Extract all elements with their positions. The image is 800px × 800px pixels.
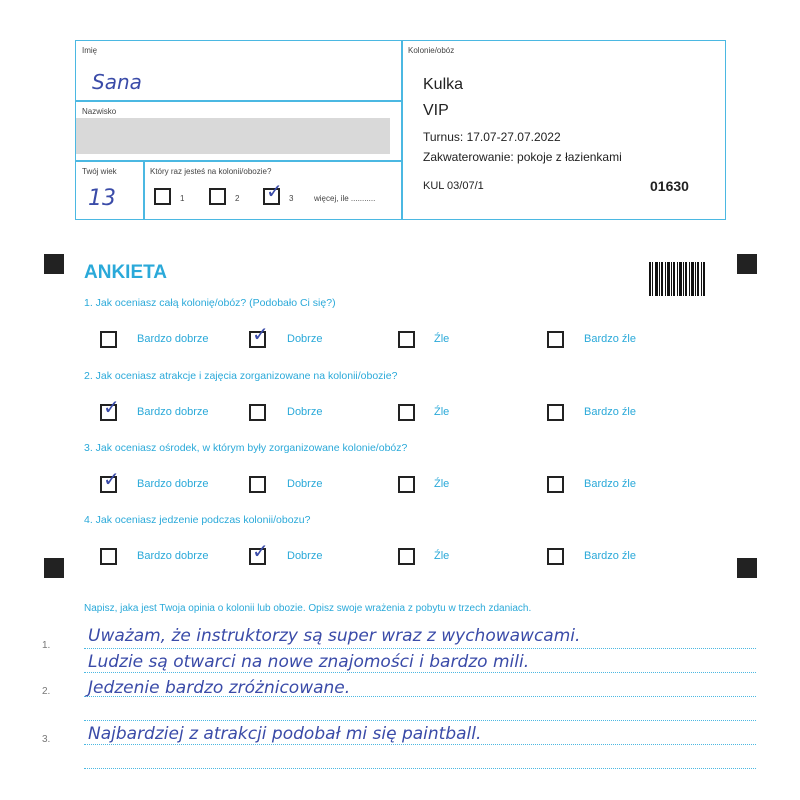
question-4-text: 4. Jak oceniasz jedzenie podczas kolonii/obozu? [84, 514, 311, 526]
times-option-3-label: 3 [289, 194, 294, 203]
question-1-option-checkbox[interactable] [398, 331, 415, 348]
question-2-option-checkbox[interactable] [249, 404, 266, 421]
registration-marker [44, 254, 64, 274]
question-1-option-label: Dobrze [287, 333, 323, 345]
question-4-option-label: Bardzo dobrze [137, 550, 209, 562]
registration-marker [737, 254, 757, 274]
question-3-option-label: Bardzo dobrze [137, 478, 209, 490]
age-label: Twój wiek [82, 167, 117, 176]
question-2-option-label: Bardzo dobrze [137, 406, 209, 418]
age-value[interactable]: 13 [88, 186, 116, 211]
question-1-option-checkbox[interactable] [249, 322, 269, 348]
check-mark-icon: ✓ [103, 467, 120, 491]
check-mark-icon: ✓ [103, 395, 120, 419]
line-number: 1. [42, 640, 51, 651]
check-mark-icon: ✓ [252, 539, 269, 563]
question-2-option-checkbox[interactable] [398, 404, 415, 421]
question-4-option-checkbox[interactable] [249, 539, 269, 565]
header-row-divider [75, 100, 402, 102]
opinion-handwriting-line[interactable]: Najbardziej z atrakcji podobał mi się paintball. [88, 724, 482, 744]
question-3-option-checkbox[interactable] [249, 476, 266, 493]
camp-name: Kulka [423, 76, 464, 93]
question-1-option-checkbox[interactable] [100, 331, 117, 348]
opinion-handwriting-line[interactable]: Ludzie są otwarci na nowe znajomości i bardzo mili. [88, 652, 530, 672]
header-row-divider [75, 160, 402, 162]
opinion-prompt: Napisz, jaka jest Twoja opinia o kolonii lub obozie. Opisz swoje wrażenia z pobytu w trzech zdaniach. [84, 603, 532, 614]
question-1-text: 1. Jak oceniasz całą kolonię/obóz? (Podobało Ci się?) [84, 297, 336, 309]
opinion-handwriting-line[interactable]: Jedzenie bardzo zróżnicowane. [88, 678, 351, 698]
line-number: 3. [42, 734, 51, 745]
question-1-option-checkbox[interactable] [547, 331, 564, 348]
writing-line [84, 744, 756, 745]
writing-line [84, 648, 756, 649]
question-4-option-checkbox[interactable] [398, 548, 415, 565]
question-3-text: 3. Jak oceniasz ośrodek, w którym były zorganizowane kolonie/obóz? [84, 442, 408, 454]
question-2-text: 2. Jak oceniasz atrakcje i zajęcia zorganizowane na kolonii/obozie? [84, 370, 398, 382]
question-3-option-label: Bardzo źle [584, 478, 636, 490]
question-1-option-label: Bardzo dobrze [137, 333, 209, 345]
check-mark-icon: ✓ [252, 322, 269, 346]
accommodation-text: Zakwaterowanie: pokoje z łazienkami [423, 150, 622, 164]
form-number: 01630 [650, 178, 689, 194]
question-2-option-checkbox[interactable] [547, 404, 564, 421]
times-at-camp-label: Który raz jesteś na kolonii/obozie? [150, 167, 272, 176]
opinion-handwriting-line[interactable]: Uważam, że instruktorzy są super wraz z wychowawcami. [88, 626, 581, 646]
question-1-option-label: Źle [434, 333, 450, 345]
times-option-1-label: 1 [180, 194, 185, 203]
survey-title: ANKIETA [84, 262, 168, 283]
question-4-option-checkbox[interactable] [547, 548, 564, 565]
camp-code: KUL 03/07/1 [423, 180, 484, 192]
question-1-option-label: Bardzo źle [584, 333, 636, 345]
writing-line [84, 768, 756, 769]
question-3-option-checkbox[interactable] [100, 467, 120, 493]
age-divider [143, 160, 145, 220]
writing-line [84, 672, 756, 673]
first-name-label: Imię [82, 46, 98, 55]
last-name-redacted [76, 118, 390, 154]
question-3-option-label: Źle [434, 478, 450, 490]
check-mark-icon: ✓ [266, 179, 283, 203]
question-2-option-checkbox[interactable] [100, 395, 120, 421]
camp-type: VIP [423, 102, 449, 119]
times-option-2-checkbox[interactable] [209, 188, 226, 205]
registration-marker [44, 558, 64, 578]
barcode [649, 262, 705, 296]
header-divider [401, 40, 403, 220]
question-2-option-label: Dobrze [287, 406, 323, 418]
question-3-option-checkbox[interactable] [547, 476, 564, 493]
question-2-option-label: Źle [434, 406, 450, 418]
first-name-value[interactable]: Sana [92, 70, 142, 94]
times-option-1-checkbox[interactable] [154, 188, 171, 205]
writing-line [84, 720, 756, 721]
question-4-option-checkbox[interactable] [100, 548, 117, 565]
registration-marker [737, 558, 757, 578]
question-4-option-label: Bardzo źle [584, 550, 636, 562]
times-more-label: więcej, ile ........... [314, 194, 376, 203]
line-number: 2. [42, 686, 51, 697]
question-2-option-label: Bardzo źle [584, 406, 636, 418]
turnus-text: Turnus: 17.07-27.07.2022 [423, 130, 561, 144]
question-4-option-label: Źle [434, 550, 450, 562]
last-name-label: Nazwisko [82, 107, 117, 116]
question-3-option-label: Dobrze [287, 478, 323, 490]
times-option-3-checkbox[interactable] [263, 179, 283, 205]
question-4-option-label: Dobrze [287, 550, 323, 562]
camp-label: Kolonie/obóz [408, 46, 455, 55]
question-3-option-checkbox[interactable] [398, 476, 415, 493]
times-option-2-label: 2 [235, 194, 240, 203]
